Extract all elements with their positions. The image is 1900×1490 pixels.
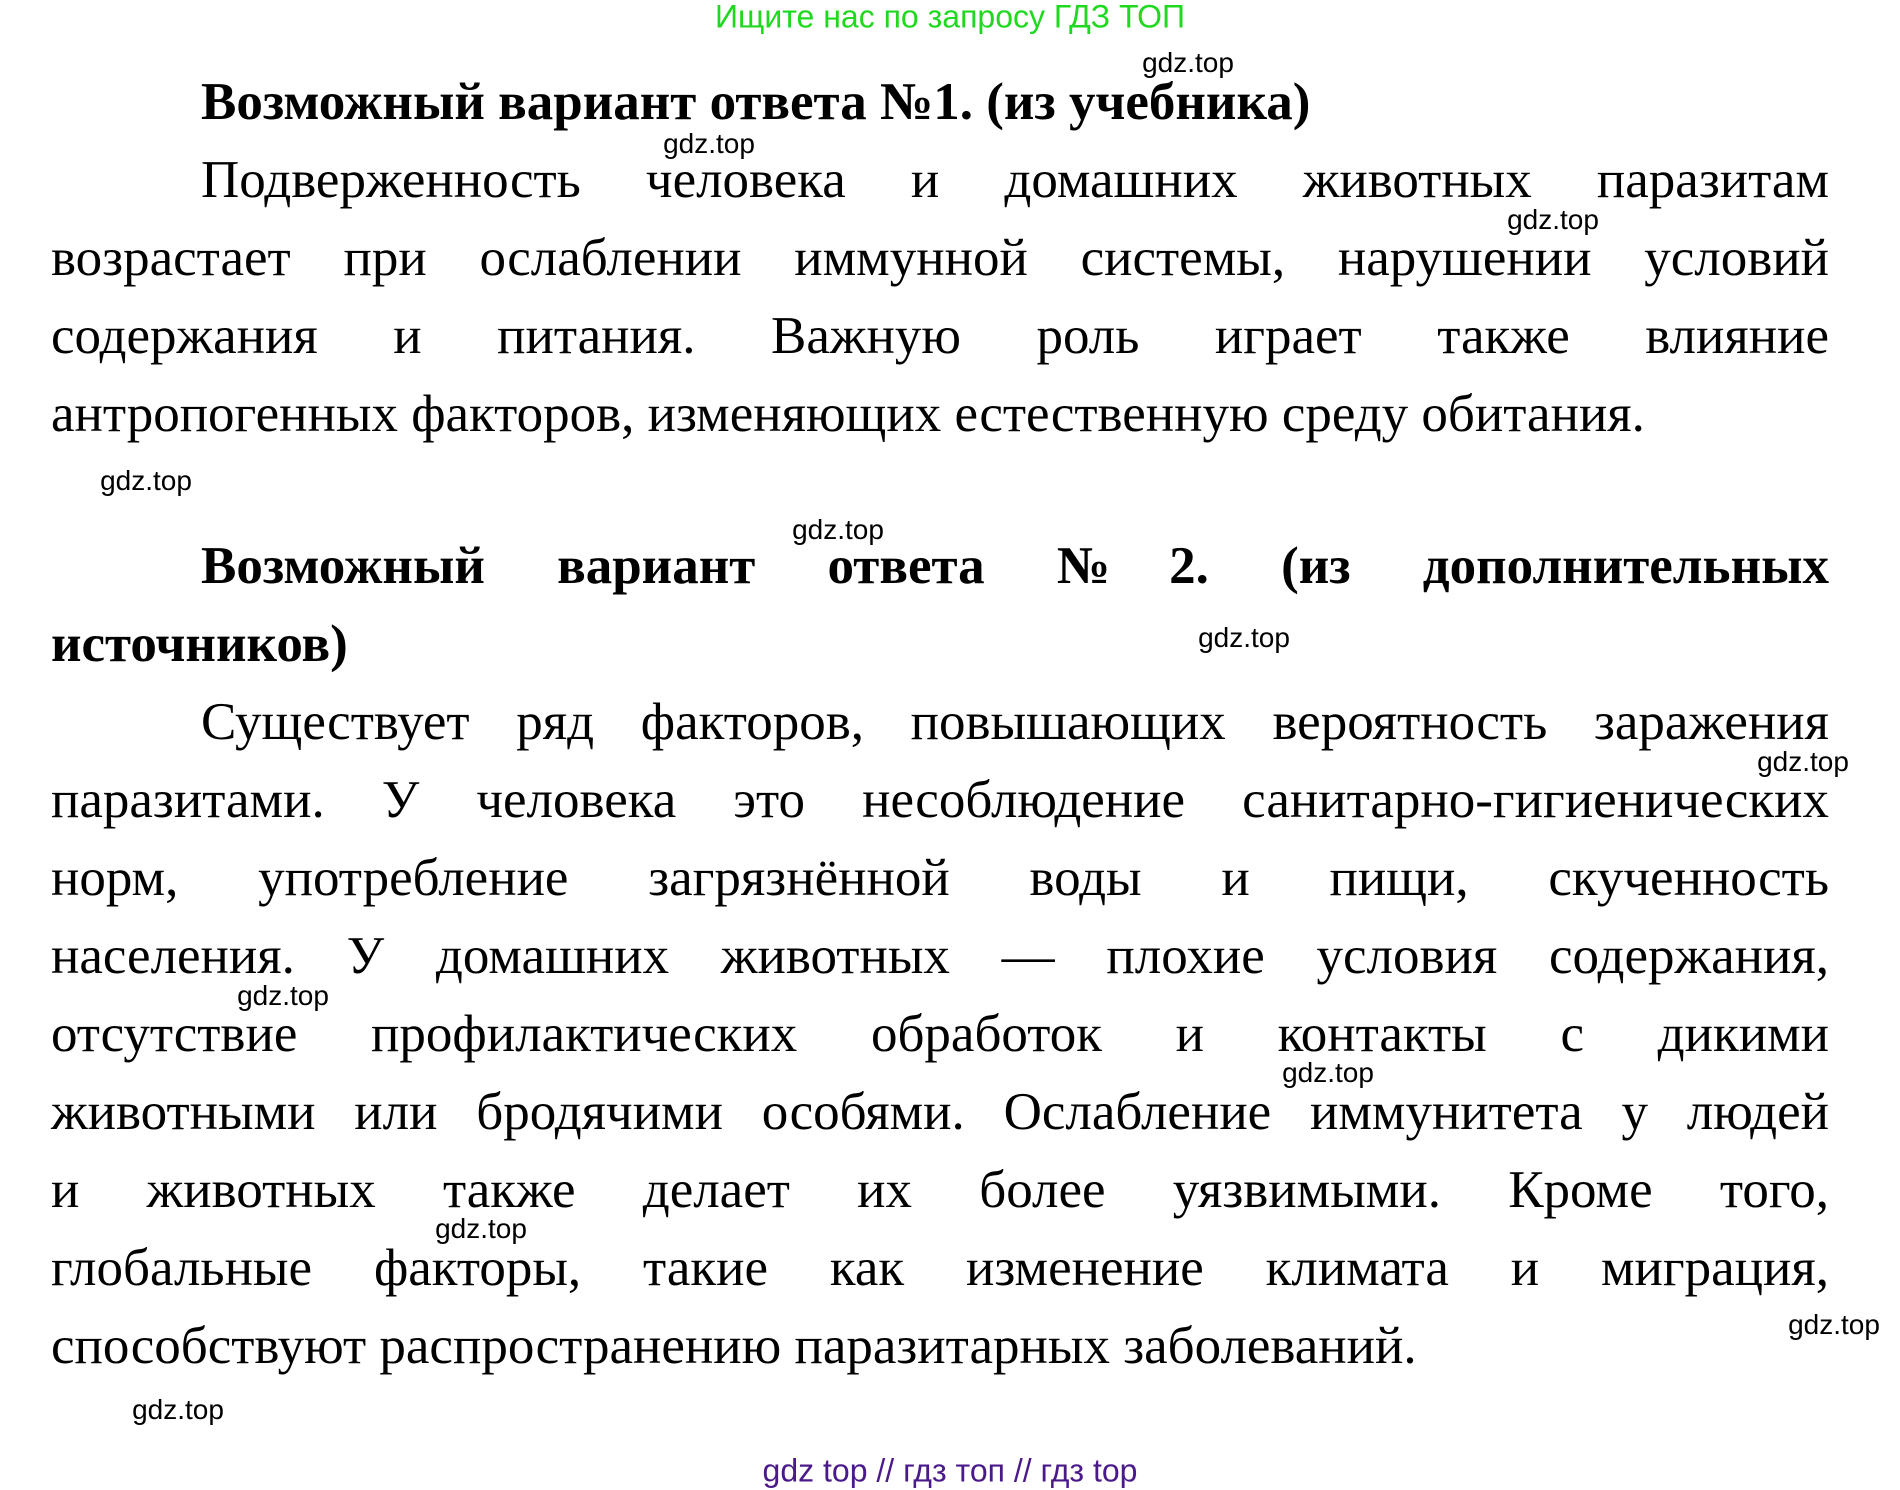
- answer1-line: содержания и питания. Важную роль играет также влияние: [51, 307, 1829, 365]
- watermark: gdz.top: [1198, 622, 1290, 653]
- answer1-line: антропогенных факторов, изменяющих естественную среду обитания.: [51, 385, 1645, 443]
- answer2-heading: источников): [51, 615, 348, 673]
- answer2-heading: Возможный вариант ответа №2. (из дополнительных: [201, 537, 1829, 595]
- watermark: gdz.top: [1757, 746, 1849, 777]
- watermark: gdz.top: [792, 514, 884, 545]
- watermark: gdz.top: [100, 465, 192, 496]
- answer2-line: отсутствие профилактических обработок и контакты с дикими: [51, 1005, 1829, 1063]
- answer1-heading: Возможный вариант ответа №1. (из учебника): [201, 73, 1311, 131]
- answer2-line: норм, употребление загрязнённой воды и пищи, скученность: [51, 849, 1829, 907]
- answer2-line: Существует ряд факторов, повышающих вероятность заражения: [201, 693, 1829, 751]
- watermark: gdz.top: [663, 128, 755, 159]
- watermark: gdz.top: [435, 1213, 527, 1244]
- watermark: gdz.top: [1788, 1309, 1880, 1340]
- search-banner[interactable]: Ищите нас по запросу ГДЗ ТОП: [715, 0, 1185, 35]
- answer2-line: паразитами. У человека это несоблюдение санитарно-гигиенических: [51, 771, 1829, 829]
- answer2-line: животными или бродячими особями. Ослабление иммунитета у людей: [51, 1083, 1829, 1141]
- answer2-line: населения. У домашних животных — плохие условия содержания,: [51, 927, 1829, 985]
- answer2-line: способствуют распространению паразитарных заболеваний.: [51, 1317, 1417, 1375]
- watermark: gdz.top: [132, 1394, 224, 1425]
- watermark: gdz.top: [1142, 47, 1234, 78]
- answer2-line: глобальные факторы, такие как изменение климата и миграция,: [51, 1239, 1829, 1297]
- answer1-line: Подверженность человека и домашних животных паразитам: [201, 151, 1829, 209]
- answer1-line: возрастает при ослаблении иммунной системы, нарушении условий: [51, 229, 1829, 287]
- watermark: gdz.top: [1282, 1057, 1374, 1088]
- answer2-line: и животных также делает их более уязвимыми. Кроме того,: [51, 1161, 1829, 1219]
- footer-links[interactable]: gdz top // гдз топ // гдз top: [762, 1452, 1138, 1489]
- watermark: gdz.top: [237, 980, 329, 1011]
- watermark: gdz.top: [1507, 204, 1599, 235]
